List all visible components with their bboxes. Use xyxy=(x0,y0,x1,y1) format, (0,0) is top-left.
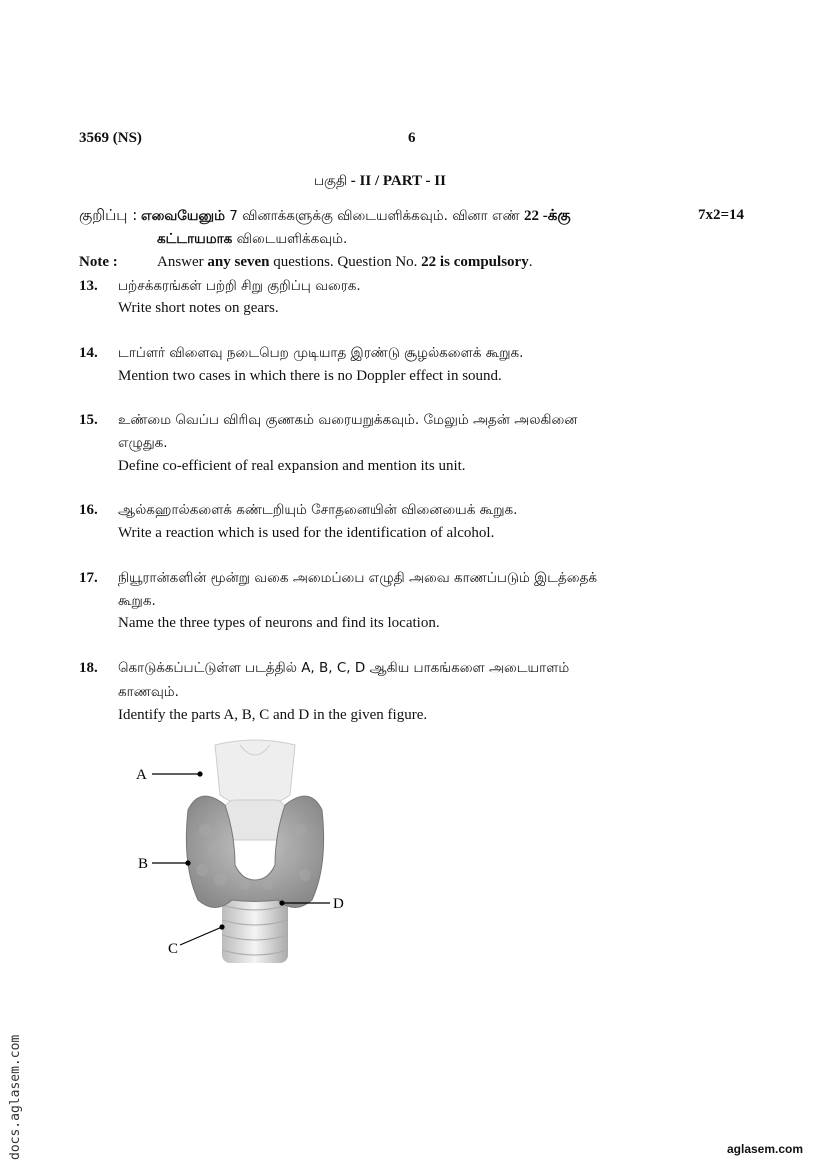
note-bold: is xyxy=(436,254,454,270)
note-text: Answer xyxy=(157,254,208,270)
label-d: D xyxy=(333,896,344,912)
note-tamil-line2 xyxy=(157,230,347,248)
note-bold: compulsory xyxy=(453,254,529,270)
question-english: Write short notes on gears. xyxy=(118,300,279,316)
question-tamil: ஆல்கஹால்களைக் கண்டறியும் சோதனையின் வினையைக் கூறுக. xyxy=(118,502,518,518)
page-number: 6 xyxy=(408,130,416,146)
note-text: . xyxy=(528,254,533,270)
question-number: 16. xyxy=(79,502,98,518)
label-c: C xyxy=(168,941,179,957)
note-tamil-bold2: கட்டாயமாக xyxy=(157,231,233,247)
brand-logo-text: aglasem.com xyxy=(727,1142,804,1156)
question-number: 17. xyxy=(79,570,98,586)
note-bold: 22 xyxy=(421,254,437,270)
thyroid-cartilage xyxy=(215,740,295,808)
question-number: 13. xyxy=(79,278,98,294)
question-tamil: உண்மை வெப்ப விரிவு குணகம் வரையறுக்கவும். மேலும் அதன் அலகினை xyxy=(118,412,578,428)
note-tamil-text: 7 வினாக்களுக்கு விடையளிக்கவும். வினா எண் xyxy=(224,208,524,224)
question-number: 18. xyxy=(79,660,98,676)
note-bold: any seven xyxy=(207,254,270,270)
watermark: docs.aglasem.com xyxy=(8,1034,23,1160)
note-tamil-line1 xyxy=(79,206,571,225)
paper-code: 3569 (NS) xyxy=(79,130,142,146)
note-tamil-text2: விடையளிக்கவும். xyxy=(232,231,348,247)
note-label: Note : xyxy=(79,254,118,270)
question-english: Define co-efficient of real expansion and mention its unit. xyxy=(118,458,466,474)
question-english: Mention two cases in which there is no Doppler effect in sound. xyxy=(118,368,502,384)
question-tamil: பற்சக்கரங்கள் பற்றி சிறு குறிப்பு வரைக. xyxy=(118,278,361,294)
note-english xyxy=(157,253,532,271)
question-tamil: எழுதுக. xyxy=(118,435,168,451)
question-tamil: நியூரான்களின் மூன்று வகை அமைப்பை எழுதி அவை காணப்படும் இடத்தைக் xyxy=(118,570,597,586)
question-english: Name the three types of neurons and find its location. xyxy=(118,615,440,631)
question-number: 14. xyxy=(79,345,98,361)
question-tamil: டாப்ளர் விளைவு நடைபெற முடியாத இரண்டு சூழல்களைக் கூறுக. xyxy=(118,345,524,361)
thyroid-figure xyxy=(130,735,360,975)
question-english: Write a reaction which is used for the identification of alcohol. xyxy=(118,525,495,541)
part-title-english: - II / PART - II xyxy=(347,173,446,189)
note-tamil-number: 22 -க்கு xyxy=(524,208,571,224)
note-tamil-bold: எவையேனும் xyxy=(141,208,225,224)
question-tamil: காணவும். xyxy=(118,684,179,700)
question-tamil: கொடுக்கப்பட்டுள்ள படத்தில் A, B, C, D ஆகிய பாகங்களை அடையாளம் xyxy=(118,660,570,676)
note-text: questions. Question No. xyxy=(269,254,422,270)
marks: 7x2=14 xyxy=(698,207,745,223)
question-number: 15. xyxy=(79,412,98,428)
part-title-tamil: பகுதி xyxy=(314,173,348,189)
part-title xyxy=(314,172,446,190)
question-tamil: கூறுக. xyxy=(118,593,156,609)
label-b: B xyxy=(138,856,149,872)
question-english: Identify the parts A, B, C and D in the given figure. xyxy=(118,707,428,723)
label-a: A xyxy=(136,767,147,783)
note-tamil-label: குறிப்பு : xyxy=(79,206,138,224)
